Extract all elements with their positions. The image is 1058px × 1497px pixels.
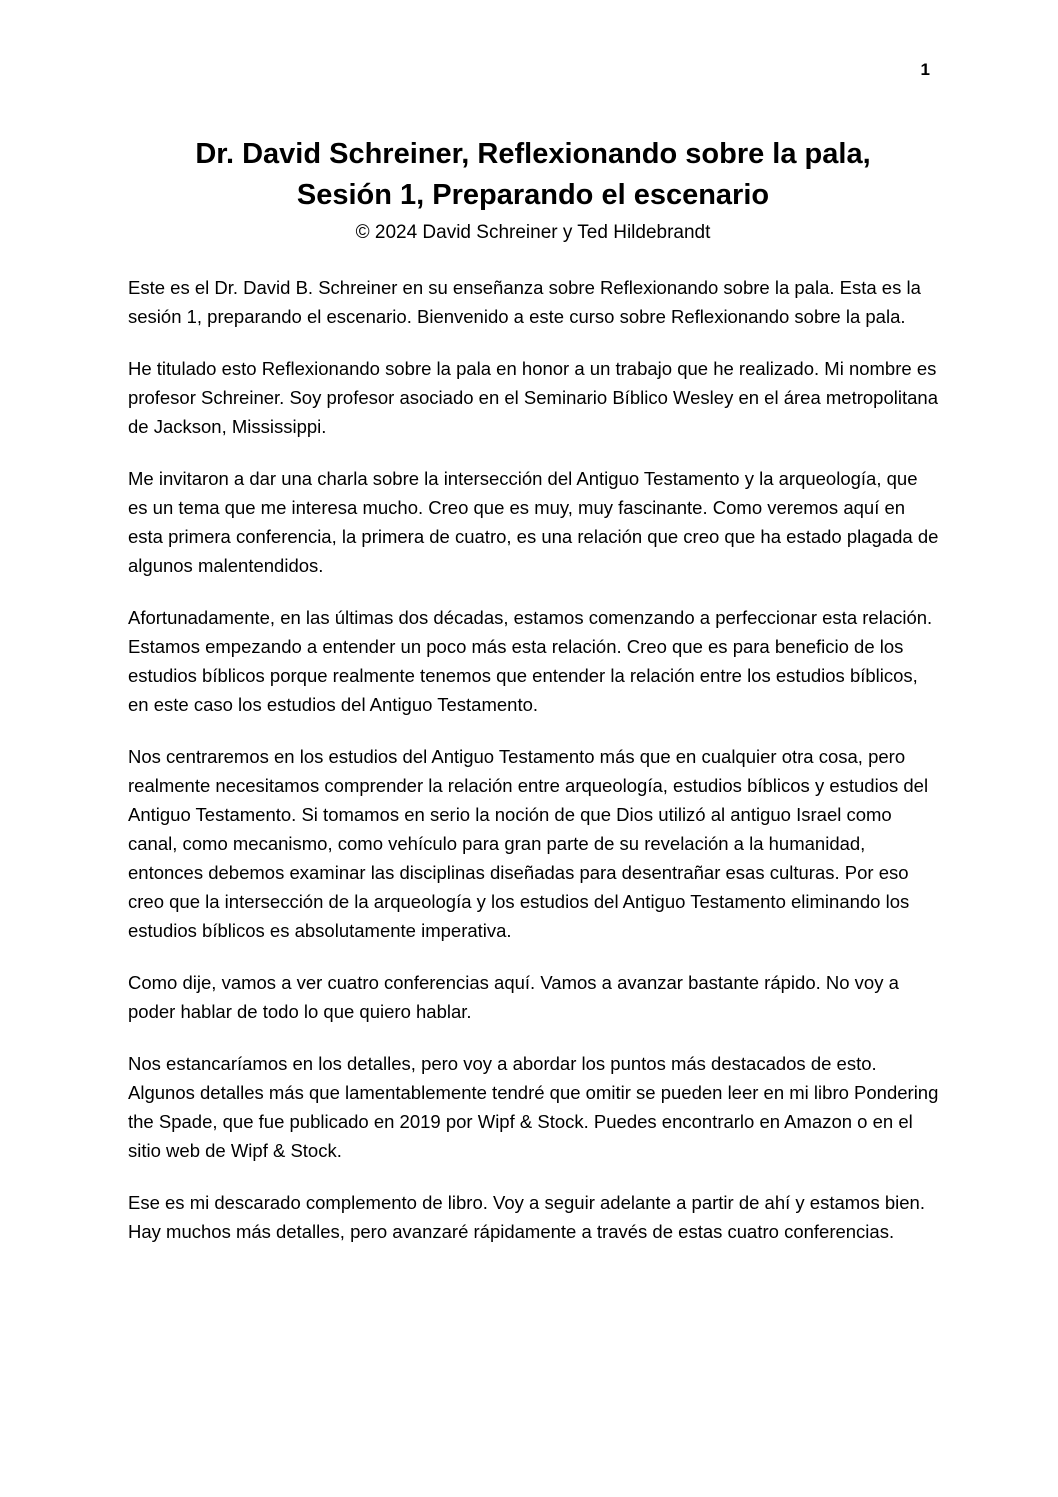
page-number: 1 [920,60,930,79]
document-title [128,134,938,216]
title-line-1: Dr. David Schreiner, Reflexionando sobre la pala, [195,138,871,170]
copyright-line: © 2024 David Schreiner y Ted Hildebrandt [355,222,711,243]
paragraph-5: Nos centraremos en los estudios del Antiguo Testamento más que en cualquier otra cosa, pero realmente necesitamos comprender la relación entre arqueología, estudios bíblicos y estudios del Antiguo Testamento. Si tomamos en serio la noción de que Dios utilizó al antiguo Israel como canal, como mecanismo, como vehículo para gran parte de su revelación a la humanidad, entonces debemos examinar las disciplinas diseñadas para desentrañar esas culturas. Por eso creo que la intersección de la arqueología y los estudios del Antiguo Testamento eliminando los estudios bíblicos es absolutamente imperativa. [128,746,929,941]
paragraph-8: Ese es mi descarado complemento de libro. Voy a seguir adelante a partir de ahí y estamos bien. Hay muchos más detalles, pero avanzaré rápidamente a través de estas cuatro conferencias. [128,1192,925,1242]
paragraph-4: Afortunadamente, en las últimas dos décadas, estamos comenzando a perfeccionar esta relación. Estamos empezando a entender un poco más esta relación. Creo que es para beneficio de los estudios bíblicos porque realmente tenemos que entender la relación entre los estudios bíblicos, en este caso los estudios del Antiguo Testamento. [128,607,933,715]
title-line-2: Sesión 1, Preparando el escenario [296,179,770,211]
paragraph-7: Nos estancaríamos en los detalles, pero voy a abordar los puntos más destacados de esto. Algunos detalles más que lamentablemente tendré que omitir se pueden leer en mi libro Pondering the Spade, que fue publicado en 2019 por Wipf & Stock. Puedes encontrarlo en Amazon o en el sitio web de Wipf & Stock. [128,1053,939,1161]
paragraph-1: Este es el Dr. David B. Schreiner en su enseñanza sobre Reflexionando sobre la pala. Esta es la sesión 1, preparando el escenario. Bienvenido a este curso sobre Reflexionando sobre la pala. [128,277,921,327]
document-body [128,273,940,1246]
paragraph-6: Como dije, vamos a ver cuatro conferencias aquí. Vamos a avanzar bastante rápido. No voy a poder hablar de todo lo que quiero hablar. [128,972,899,1022]
paragraph-3: Me invitaron a dar una charla sobre la intersección del Antiguo Testamento y la arqueología, que es un tema que me interesa mucho. Creo que es muy, muy fascinante. Como veremos aquí en esta primera conferencia, la primera de cuatro, es una relación que creo que ha estado plagada de algunos malentendidos. [128,468,939,576]
paragraph-2: He titulado esto Reflexionando sobre la pala en honor a un trabajo que he realizado. Mi nombre es profesor Schreiner. Soy profesor asociado en el Seminario Bíblico Wesley en el área metropolitana de Jackson, Mississippi. [128,358,938,437]
